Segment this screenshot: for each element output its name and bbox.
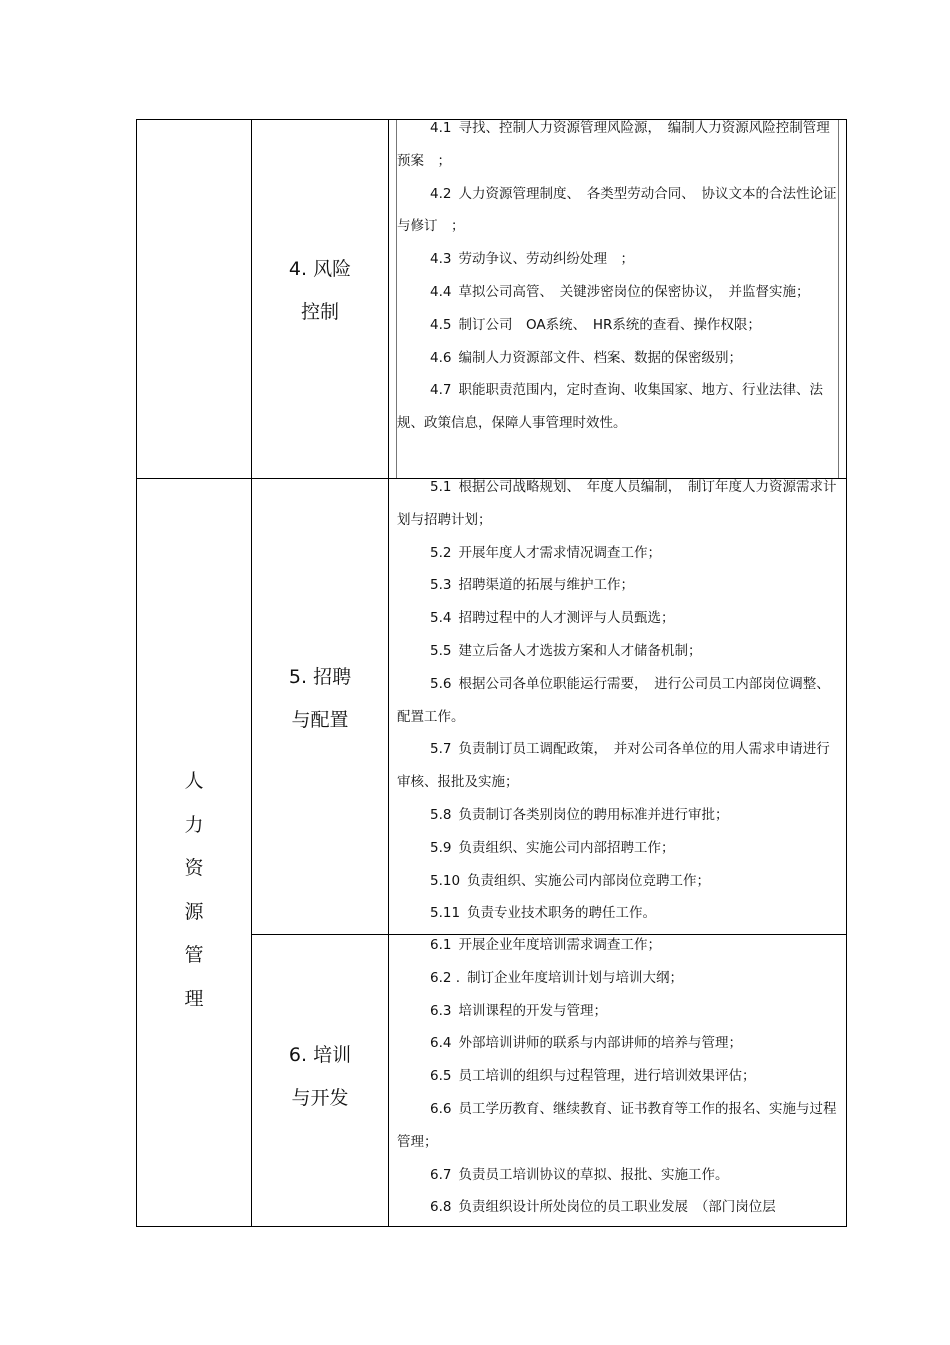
item-text: 制订企业年度培训计划与培训大纲； <box>467 969 684 986</box>
item-text: 开展企业年度培训需求调查工作； <box>458 937 661 953</box>
duty-item <box>397 733 837 799</box>
category-training-development <box>252 1034 388 1120</box>
item-number: 5.1 <box>430 479 452 495</box>
item-text: 负责员工培训协议的草拟、报批、实施工作。 <box>458 1166 729 1183</box>
item-number: 5.11 <box>430 905 461 922</box>
duty-item <box>397 243 837 276</box>
item-number: 5.8 <box>430 806 452 823</box>
item-number: 6.5 <box>430 1068 452 1085</box>
table-border-left <box>136 119 137 1227</box>
duty-item <box>397 112 837 178</box>
duty-item <box>397 1060 837 1093</box>
item-text: 招聘渠道的拓展与维护工作； <box>458 577 634 594</box>
duty-item <box>397 309 837 342</box>
duty-item <box>397 178 837 244</box>
item-number: 6.7 <box>430 1166 452 1183</box>
item-text: 职能职责范围内，定时查询、收集国家、地方、行业法律、法规、政策信息，保障人事管理时效性。 <box>397 382 823 432</box>
table-column-divider-2 <box>388 119 389 1227</box>
item-text: 招聘过程中的人才测评与人员甄选； <box>458 610 675 627</box>
duty-item <box>397 832 837 865</box>
category-line: 与开发 <box>291 1087 349 1109</box>
category-line: 6. 培训 <box>288 1044 352 1066</box>
item-text: 制订公司 OA系统、 HR系统的查看、操作权限； <box>458 316 761 333</box>
category-line: 与配置 <box>291 709 349 731</box>
item-number: 5.6 <box>430 675 452 692</box>
item-number: 5.9 <box>430 839 452 856</box>
duty-item <box>397 1159 837 1192</box>
department-char: 力 <box>184 813 204 836</box>
duty-item <box>397 537 837 570</box>
item-number: 5.4 <box>430 610 452 627</box>
department-label <box>137 760 251 1021</box>
item-number: 5.5 <box>430 642 452 659</box>
item-number: 5.10 <box>430 872 461 889</box>
table-border-right <box>846 119 847 1227</box>
item-text: 负责组织、实施公司内部招聘工作； <box>458 839 675 856</box>
item-text: 负责制订各类别岗位的聘用标准并进行审批； <box>458 806 729 823</box>
item-text: 负责专业技术职务的聘任工作。 <box>467 905 657 922</box>
duty-list-risk-control <box>397 112 837 440</box>
duty-list-recruitment <box>397 471 837 930</box>
item-number: 5.2 <box>430 544 452 561</box>
duty-item <box>397 374 837 440</box>
duty-item <box>397 995 837 1028</box>
department-char: 人 <box>184 770 204 792</box>
duty-item <box>397 897 837 930</box>
cell-inner-border <box>838 119 839 478</box>
category-line: 4. 风险 <box>288 258 352 280</box>
duty-item <box>397 668 837 734</box>
item-text: 负责组织、实施公司内部岗位竞聘工作； <box>467 872 711 889</box>
department-char: 理 <box>184 987 204 1010</box>
item-number: 4.1 <box>430 120 452 136</box>
duty-item <box>397 635 837 668</box>
item-text: 寻找、控制人力资源管理风险源， 编制人力资源风险控制管理预案 ； <box>397 120 830 169</box>
duty-item <box>397 962 837 995</box>
duty-item <box>397 1027 837 1060</box>
item-text: 根据公司各单位职能运行需要， 进行公司员工内部岗位调整、配置工作。 <box>397 675 830 725</box>
department-char: 资 <box>184 857 204 879</box>
duty-item <box>397 799 837 832</box>
item-text: 开展年度人才需求情况调查工作； <box>458 544 661 561</box>
item-text: 劳动争议、劳动纠纷处理 ； <box>458 251 634 268</box>
item-text: 负责组织设计所处岗位的员工职业发展 （部门岗位层 <box>458 1199 776 1216</box>
duty-item <box>397 569 837 602</box>
item-text: 培训课程的开发与管理； <box>458 1002 607 1019</box>
item-text: 根据公司战略规划、 年度人员编制， 制订年度人力资源需求计划与招聘计划； <box>397 479 837 528</box>
duty-item <box>397 276 837 309</box>
duty-item <box>397 471 837 537</box>
item-text: 建立后备人才选拔方案和人才储备机制； <box>458 642 702 659</box>
item-text: 员工培训的组织与过程管理，进行培训效果评估； <box>458 1068 756 1085</box>
item-number: 4.2 <box>430 185 452 202</box>
item-text: 编制人力资源部文件、档案、数据的保密级别； <box>458 349 742 366</box>
item-text: 草拟公司高管、 关键涉密岗位的保密协议， 并监督实施； <box>458 283 810 300</box>
duty-item <box>397 865 837 898</box>
category-line: 5. 招聘 <box>288 666 352 688</box>
item-number: 6.3 <box>430 1002 452 1019</box>
category-risk-control <box>252 248 388 334</box>
item-number: 6.1 <box>430 937 452 953</box>
item-number: 4.7 <box>430 382 452 399</box>
item-number: 4.5 <box>430 316 452 333</box>
duty-item <box>397 342 837 375</box>
item-text: 负责制订员工调配政策， 并对公司各单位的用人需求申请进行审核、报批及实施； <box>397 741 830 791</box>
category-recruitment-allocation <box>252 656 388 742</box>
category-line: 控制 <box>300 301 339 323</box>
item-number: 6.4 <box>430 1035 452 1052</box>
item-text: 外部培训讲师的联系与内部讲师的培养与管理； <box>458 1035 742 1052</box>
item-number: 4.3 <box>430 251 452 268</box>
item-number: 6.2 . <box>430 969 461 986</box>
table-border-bottom <box>136 1226 847 1227</box>
duty-item <box>397 1191 837 1224</box>
item-number: 6.6 <box>430 1100 452 1117</box>
duty-list-training <box>397 929 837 1224</box>
duty-item <box>397 1093 837 1159</box>
department-char: 管 <box>184 944 204 966</box>
duty-item <box>397 602 837 635</box>
item-text: 员工学历教育、继续教育、证书教育等工作的报名、实施与过程管理； <box>397 1100 837 1150</box>
item-number: 4.6 <box>430 349 452 366</box>
item-number: 5.7 <box>430 741 452 758</box>
duty-item <box>397 929 837 962</box>
item-text: 人力资源管理制度、 各类型劳动合同、 协议文本的合法性论证与修订 ； <box>397 185 837 235</box>
item-number: 6.8 <box>430 1199 452 1216</box>
item-number: 4.4 <box>430 283 452 300</box>
department-char: 源 <box>184 900 204 923</box>
item-number: 5.3 <box>430 577 452 594</box>
